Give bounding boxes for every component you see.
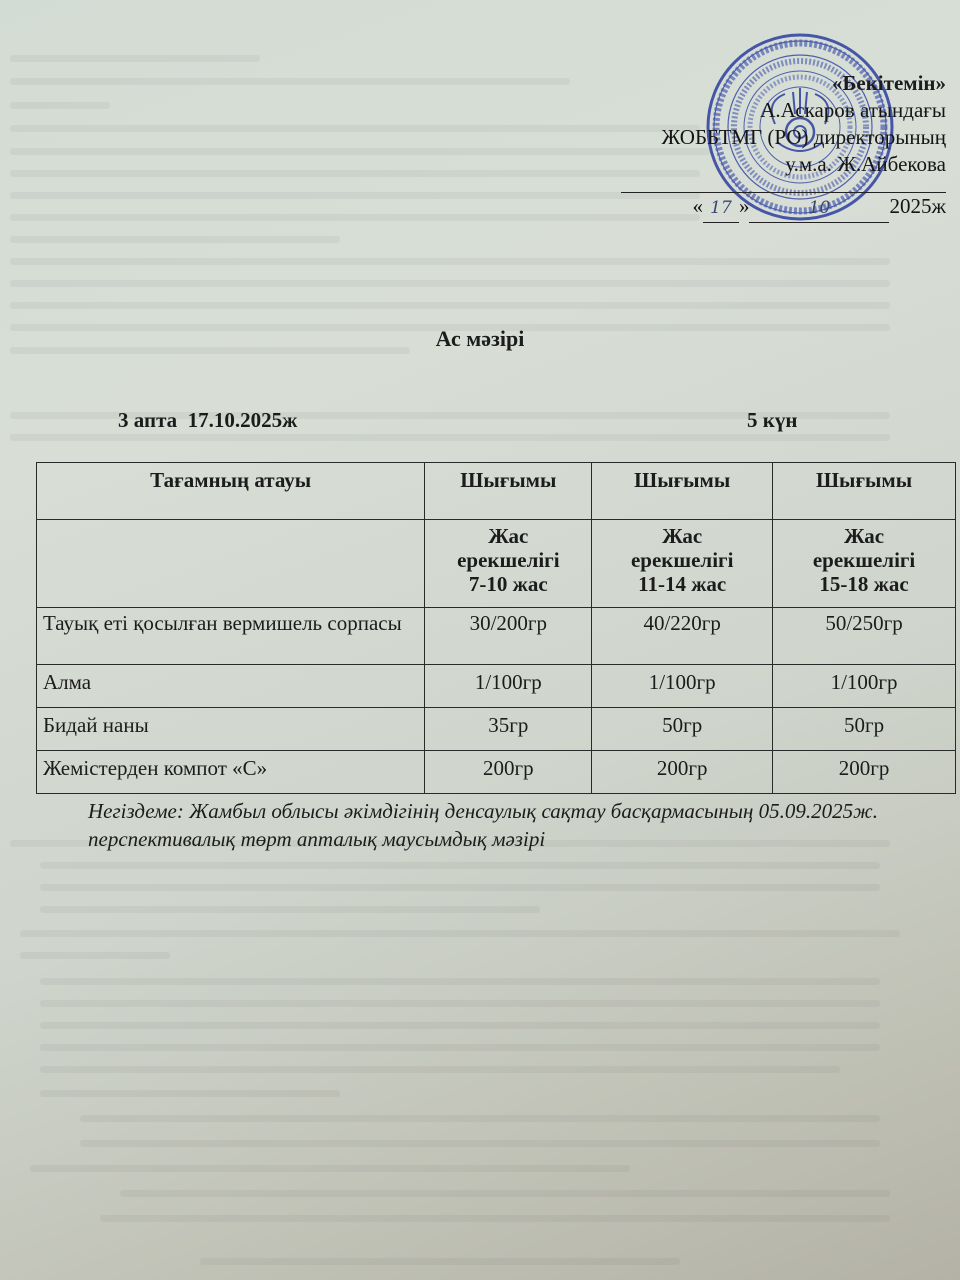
approval-signatory: у.м.а. Ж.Айбекова <box>785 152 946 176</box>
header-age-11-14: Жас ерекшелігі 11-14 жас <box>592 520 773 608</box>
approval-heading: «Бекітемін» <box>831 71 946 95</box>
table-row <box>37 608 956 665</box>
portion-7-10: 1/100гр <box>425 665 592 708</box>
portion-7-10: 35гр <box>425 708 592 751</box>
header-row-age <box>37 520 956 608</box>
approval-month-handwritten: 10 <box>749 195 889 223</box>
portion-15-18: 200гр <box>773 751 956 794</box>
day-number: 5 күн <box>747 408 798 432</box>
header-row-yield <box>37 463 956 520</box>
dish-name: Алма <box>37 665 425 708</box>
portion-11-14: 50гр <box>592 708 773 751</box>
portion-15-18: 1/100гр <box>773 665 956 708</box>
portion-15-18: 50/250гр <box>773 608 956 665</box>
header-dish-name: Тағамның атауы <box>37 463 425 520</box>
table-row <box>37 751 956 794</box>
header-yield: Шығымы <box>592 463 773 520</box>
table-row <box>37 708 956 751</box>
header-yield: Шығымы <box>773 463 956 520</box>
portion-7-10: 30/200гр <box>425 608 592 665</box>
header-yield: Шығымы <box>425 463 592 520</box>
menu-table <box>36 462 956 794</box>
table-row <box>37 665 956 708</box>
approval-school: А.Аскаров атындағы <box>760 98 946 122</box>
header-empty <box>37 520 425 608</box>
portion-7-10: 200гр <box>425 751 592 794</box>
portion-11-14: 200гр <box>592 751 773 794</box>
document-title: Ас мәзірі <box>435 326 525 351</box>
portion-15-18: 50гр <box>773 708 956 751</box>
portion-11-14: 40/220гр <box>592 608 773 665</box>
signature-line <box>621 178 946 193</box>
week-date: 3 апта 17.10.2025ж <box>118 408 298 432</box>
approval-year: 2025ж <box>889 194 946 218</box>
approval-block <box>621 70 946 223</box>
dish-name: Жемістерден компот «С» <box>37 751 425 794</box>
basis-note: Негіздеме: Жамбыл облысы әкімдігінің денсаулық сақтау басқармасының 05.09.2025ж. перспективалық төрт апталық маусымдық мәзірі <box>88 799 878 851</box>
dish-name: Бидай наны <box>37 708 425 751</box>
portion-11-14: 1/100гр <box>592 665 773 708</box>
approval-position: ЖОББТМГ (РО) директорының <box>661 125 946 149</box>
header-age-15-18: Жас ерекшелігі 15-18 жас <box>773 520 956 608</box>
dish-name: Тауық еті қосылған вермишель сорпасы <box>37 608 425 665</box>
approval-date: « 17 » 10 2025ж <box>621 193 946 223</box>
approval-day-handwritten: 17 <box>703 195 739 223</box>
header-age-7-10: Жас ерекшелігі 7-10 жас <box>425 520 592 608</box>
